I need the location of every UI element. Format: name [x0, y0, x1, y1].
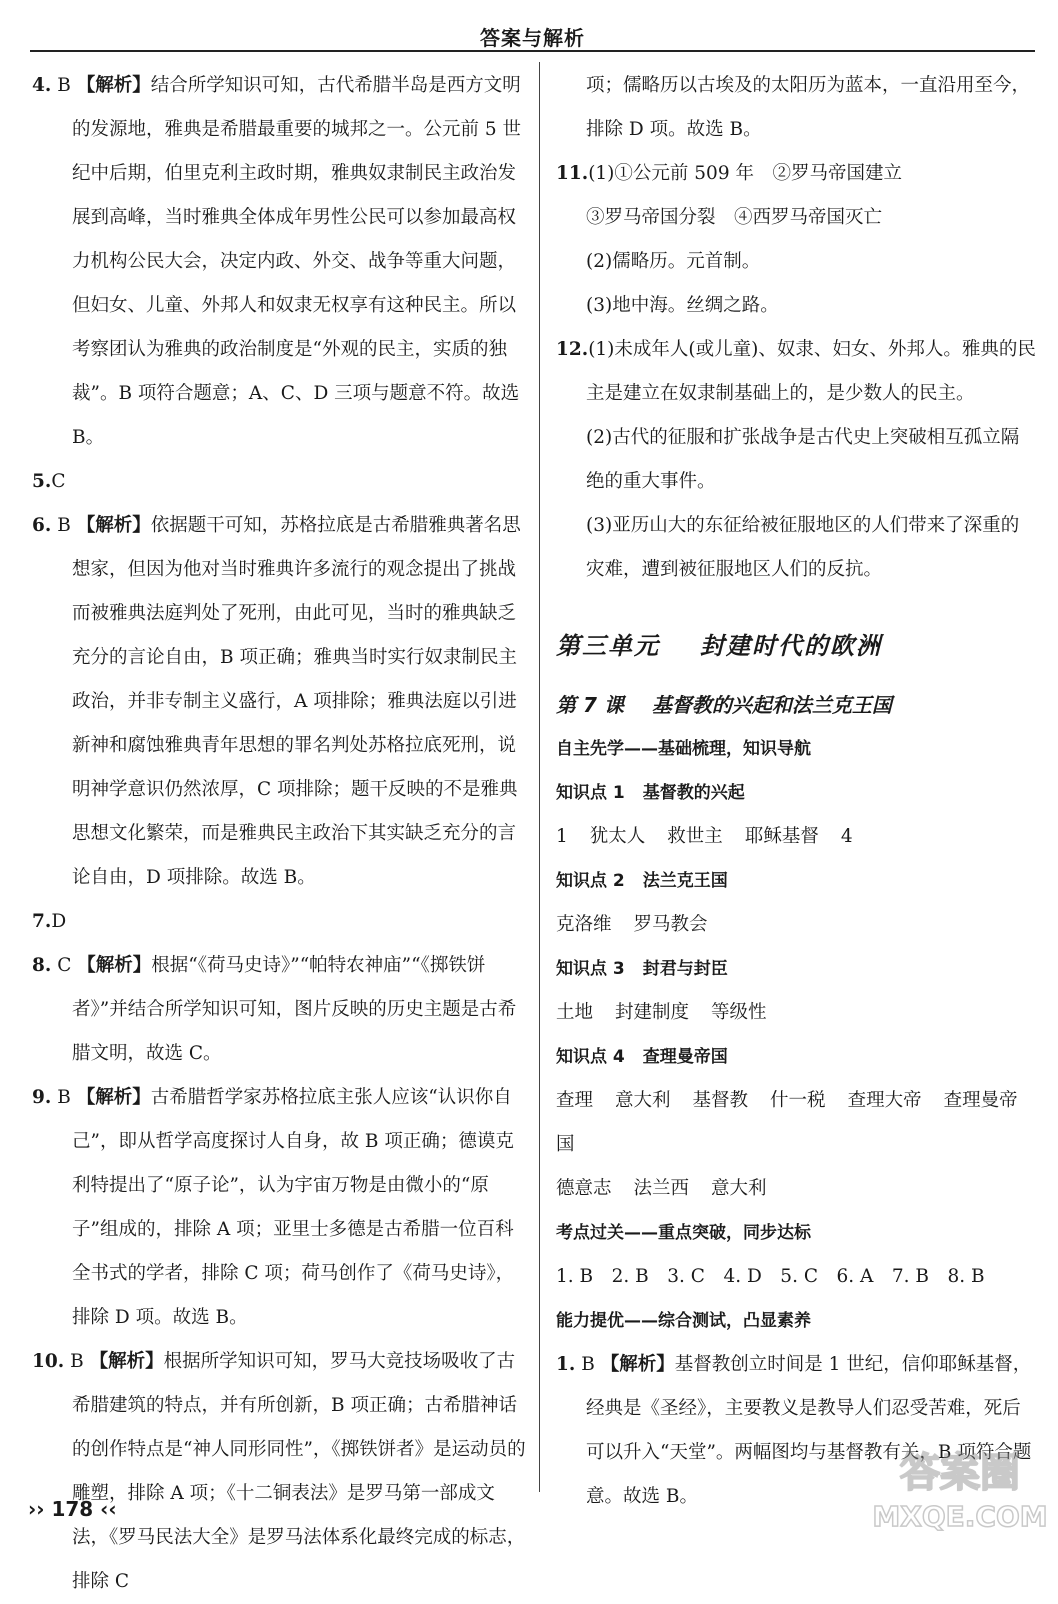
kp-label: 知识点 1: [556, 783, 625, 803]
kp-answer: 德意志: [556, 1178, 612, 1199]
item-number: 10.: [32, 1351, 65, 1372]
answer-item-7: [32, 900, 527, 944]
kp-answer: 查理曼帝国: [556, 1090, 1018, 1155]
kp-answer: 意大利: [615, 1090, 671, 1111]
header-title: 答案与解析: [480, 26, 585, 50]
answer-paragraph: (3)亚历山大的东征给被征服地区的人们带来了深重的灾难，遭到被征服地区人们的反抗。: [586, 515, 1020, 580]
kp-answer: 封建制度: [615, 1002, 690, 1023]
kp-title: 查理曼帝国: [642, 1047, 728, 1067]
analysis-text: 结合所学知识可知，古代希腊半岛是西方文明的发源地，雅典是希腊最重要的城邦之一。公元前 5 世纪中后期，伯里克利主政时期，雅典奴隶制民主政治发展到高峰，当时雅典全体成年男性公民可以参加最高权力机构公民大会，决定内政、外交、战争等重大问题，但妇女、儿童、外邦人和奴隶无权享有这种民主。所以考察团认为雅典的政治制度是“外观的民主，实质的独裁”。B 项符合题意；A、C、D 三项与题意不符。故选 B。: [72, 75, 522, 448]
section-heading: 自主先学——基础梳理，知识导航: [556, 739, 811, 759]
page-number-value: 178: [51, 1497, 94, 1521]
answer-line: (2)儒略历。元首制。: [586, 251, 761, 272]
kp-answer: 什一税: [770, 1090, 826, 1111]
analysis-tag: 【解析】: [76, 515, 151, 536]
kp-label: 知识点 3: [556, 959, 625, 979]
lesson-title: [556, 683, 1036, 727]
kp-answer: 查理大帝: [847, 1090, 922, 1111]
kp-answer: 意大利: [711, 1178, 767, 1199]
item-number: 11.: [556, 163, 589, 184]
item-number: 5.: [32, 471, 52, 492]
item-number: 4.: [32, 75, 52, 96]
answer-item-4: [32, 64, 527, 460]
analysis-text: 根据所学知识可知，罗马大竞技场吸收了古希腊建筑的特点，并有所创新，B 项正确；古希腊神话的创作特点是“神人同形同性”，《掷铁饼者》是运动员的雕塑，排除 A 项；《十二铜表法》是罗马第一部成文法，《罗马民法大全》是罗马法体系化最终完成的标志，排除 C: [72, 1351, 526, 1592]
section-heading: 考点过关——重点突破，同步达标: [556, 1223, 811, 1243]
kp-answers: [556, 1079, 1036, 1167]
analysis-tag: 【解析】: [76, 1087, 151, 1108]
kp-answer: 犹太人: [589, 826, 646, 847]
item-answer: B: [70, 1351, 84, 1372]
kp-answer: 等级性: [711, 1002, 767, 1023]
analysis-tag: 【解析】: [76, 75, 151, 96]
item-answer: B: [57, 515, 71, 536]
kp-answers: [556, 991, 1036, 1035]
answer-item-6: [32, 504, 527, 900]
answer-item-5: [32, 460, 527, 504]
analysis-text: 根据“《荷马史诗》”“帕特农神庙”“《掷铁饼者》”并结合所学知识可知，图片反映的历史主题是古希腊文明，故选 C。: [72, 955, 517, 1064]
page-number: ›› 178 ‹‹: [28, 1497, 117, 1521]
kp-label: 知识点 4: [556, 1047, 625, 1067]
kp-answer: 罗马教会: [633, 914, 708, 935]
kp-answer: 土地: [556, 1002, 594, 1023]
answer-item-11: [556, 152, 1036, 196]
item-answer: C: [51, 471, 66, 492]
item-answer: B: [57, 1087, 71, 1108]
kp-answers: [556, 815, 1036, 859]
analysis-tag: 【解析】: [600, 1354, 675, 1375]
watermark-url: MXQE.COM: [872, 1500, 1048, 1533]
item-number: 12.: [556, 339, 589, 360]
kp-answer: 法兰西: [633, 1178, 690, 1199]
analysis-tag: 【解析】: [89, 1351, 164, 1372]
column-divider: [539, 62, 540, 1492]
answer-line: ③罗马帝国分裂 ④西罗马帝国灭亡: [586, 207, 883, 228]
kp-answer: 克洛维: [556, 914, 612, 935]
kp-answers: [556, 1167, 1036, 1211]
right-column: [556, 64, 1036, 1519]
watermark-text: 答案圈: [900, 1450, 1020, 1496]
knowledge-point-2: [556, 859, 1036, 903]
item-answer: B: [57, 75, 71, 96]
lesson-number: 第 7 课: [556, 693, 624, 717]
quick-answers: 1. B 2. B 3. C 4. D 5. C 6. A 7. B 8. B: [556, 1266, 985, 1287]
answer-item-12: [556, 328, 1036, 416]
answer-paragraph: (1)未成年人(或儿童)、奴隶、妇女、外邦人。雅典的民主是建立在奴隶制基础上的，是少数人的民主。: [586, 339, 1036, 404]
kp-title: 封君与封臣: [642, 959, 728, 979]
analysis-text: 基督教创立时间是 1 世纪，信仰耶稣基督，经典是《圣经》，主要教义是教导人们忍受苦难，死后可以升入“天堂”。两幅图均与基督教有关，B 项符合题意。故选 B。: [586, 1354, 1032, 1507]
kp-answer: 救世主: [667, 826, 723, 847]
item-number: 6.: [32, 515, 52, 536]
lesson-name: 基督教的兴起和法兰克王国: [651, 693, 892, 717]
knowledge-point-4: [556, 1035, 1036, 1079]
kp-title: 基督教的兴起: [642, 783, 745, 803]
page-header: [30, 0, 1035, 52]
unit-name: 封建时代的欧洲: [700, 632, 882, 660]
item-answer: B: [581, 1354, 595, 1375]
answer-item-8: [32, 944, 527, 1076]
section-heading: 能力提优——综合测试，凸显素养: [556, 1311, 811, 1331]
unit-title: [556, 626, 1036, 661]
kp-label: 知识点 2: [556, 871, 625, 891]
item-number: 7.: [32, 911, 52, 932]
analysis-tag: 【解析】: [77, 955, 152, 976]
item-answer: D: [51, 911, 67, 932]
answer-line: (1)①公元前 509 年 ②罗马帝国建立: [588, 163, 902, 184]
knowledge-point-3: [556, 947, 1036, 991]
analysis-text: 古希腊哲学家苏格拉底主张人应该“认识你自己”，即从哲学高度探讨人自身，故 B 项正确；德谟克利特提出了“原子论”，认为宇宙万物是由微小的“原子”组成的，排除 A 项；亚里士多德是古希腊一位百科全书式的学者，排除 C 项；荷马创作了《荷马史诗》，排除 D 项。故选 B。: [72, 1087, 515, 1328]
answer-line: (3)地中海。丝绸之路。: [586, 295, 779, 316]
answer-item-9: [32, 1076, 527, 1340]
item-number: 1.: [556, 1354, 576, 1375]
answer-item-10-continued: 项；儒略历以古埃及的太阳历为蓝本，一直沿用至今，排除 D 项。故选 B。: [586, 75, 1031, 140]
kp-answer: 4: [840, 826, 853, 847]
item-number: 9.: [32, 1087, 52, 1108]
answer-item-10: [32, 1340, 527, 1604]
answer-paragraph: (2)古代的征服和扩张战争是古代史上突破相互孤立隔绝的重大事件。: [586, 427, 1020, 492]
analysis-text: 依据题干可知，苏格拉底是古希腊雅典著名思想家，但因为他对当时雅典许多流行的观念提出了挑战而被雅典法庭判处了死刑，由此可见，当时的雅典缺乏充分的言论自由，B 项正确；雅典当时实行奴隶制民主政治，并非专制主义盛行，A 项排除；雅典法庭以引进新神和腐蚀雅典青年思想的罪名判处苏格拉底死刑，说明神学意识仍然浓厚，C 项排除；题干反映的不是雅典思想文化繁荣，而是雅典民主政治下其实缺乏充分的言论自由，D 项排除。故选 B。: [72, 515, 521, 888]
kp-answer: 耶稣基督: [744, 826, 819, 847]
watermark-logo: [870, 1440, 1050, 1536]
kp-answers: [556, 903, 1036, 947]
unit-number: 第三单元: [556, 632, 660, 660]
left-column: [32, 64, 527, 1604]
item-answer: C: [57, 955, 72, 976]
item-number: 8.: [32, 955, 52, 976]
knowledge-point-1: [556, 771, 1036, 815]
kp-title: 法兰克王国: [642, 871, 728, 891]
kp-answer: 1: [556, 826, 568, 847]
kp-answer: 查理: [556, 1090, 594, 1111]
kp-answer: 基督教: [692, 1090, 749, 1111]
